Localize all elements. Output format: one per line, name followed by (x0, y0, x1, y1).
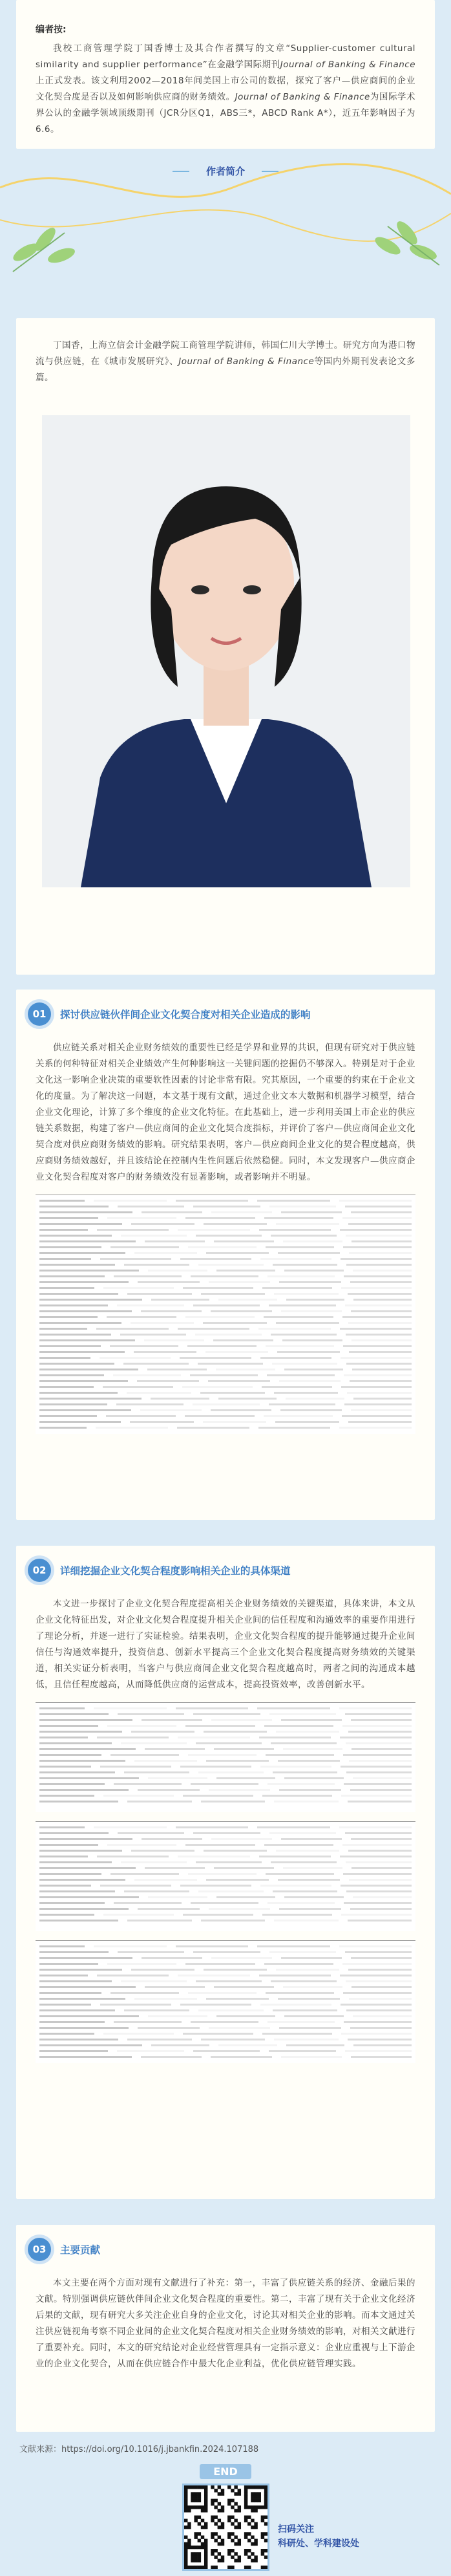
section-title: 探讨供应链伙伴间企业文化契合度对相关企业造成的影响 (60, 1009, 311, 1021)
section-text: 本文进一步探讨了企业文化契合程度提高相关企业财务绩效的关键渠道，具体来讲，本文从企业文化特征出发，对企业文化契合程度提升相关企业间的信任程度和沟通效率的重要作用进行了理论分析，并逐一进行了实证检验。结果表明，企业文化契合程度的提升能够通过提升企业间信任与沟通效率提升，投资信息、创新水平提高三个企业文化契合程度提高财务绩效的关键渠道，相关实证分析表明，当客户与供应商间企业文化契合程度越高时，两者之间的沟通成本越低，且信任程度越高，从而降低供应商的运营成本，提高投资效率，改善创新水平。 (36, 1599, 415, 1690)
qr-code-icon (184, 2485, 267, 2569)
table-row (39, 1781, 412, 1787)
end-badge: END (200, 2464, 251, 2479)
table-row (39, 1705, 412, 1711)
table-row (39, 1250, 412, 1256)
table-row (39, 2031, 412, 2037)
table-row (39, 1848, 412, 1854)
table-row (39, 1973, 412, 1978)
table-row (39, 2002, 412, 2008)
table-row (39, 1390, 412, 1396)
table-row (39, 2025, 412, 2031)
table-row (39, 1996, 412, 2002)
table-row (39, 1752, 412, 1758)
table-row (39, 1215, 412, 1221)
table-row (39, 1326, 412, 1332)
regression-table-figure (36, 1195, 415, 1434)
table-row (39, 1900, 412, 1906)
section-number: 01 (28, 1002, 51, 1026)
qr-code[interactable] (182, 2484, 269, 2571)
table-row (39, 1233, 412, 1239)
table-row (39, 1413, 412, 1419)
table-row (39, 1943, 412, 1949)
section-header (28, 2238, 100, 2261)
table-row (39, 2054, 412, 2060)
table-row (39, 1419, 412, 1425)
table-row (39, 1209, 412, 1215)
table-row (39, 1384, 412, 1390)
table-row (39, 1787, 412, 1793)
table-row (39, 1830, 412, 1836)
table-row (39, 1320, 412, 1326)
table-row (39, 1268, 412, 1273)
table-row (39, 1906, 412, 1912)
regression-table-figure (36, 1821, 415, 1931)
table-row (39, 1425, 412, 1431)
table-row (39, 1961, 412, 1967)
author-photo (42, 415, 410, 887)
table-row (39, 1361, 412, 1367)
table-row (39, 1984, 412, 1990)
scan-label: 扫码关注 (278, 2524, 314, 2535)
table-row (39, 1396, 412, 1402)
table-row (39, 1967, 412, 1973)
table-row (39, 2013, 412, 2019)
source-link[interactable]: https://doi.org/10.1016/j.jbankfin.2024.107188 (61, 2445, 259, 2454)
reference-source (19, 2442, 258, 2454)
section-card-3 (16, 2225, 435, 2432)
table-row (39, 1262, 412, 1268)
table-row (39, 1308, 412, 1314)
table-row (39, 1735, 412, 1740)
table-row (39, 1285, 412, 1291)
section-body (36, 1040, 415, 1434)
table-row (39, 1918, 412, 1923)
author-card (16, 318, 435, 975)
table-row (39, 1227, 412, 1233)
regression-table-figure (36, 1940, 415, 2063)
editor-note-part: 我校工商管理学院丁国香博士及其合作者撰写的文章“Supplier-customer cultural similarity and supplier performance”在金融学国际期刊 (36, 43, 415, 70)
table-row (39, 1367, 412, 1372)
table-row (39, 1717, 412, 1723)
section-number: 03 (28, 2238, 51, 2261)
author-intro-title: 作者简介 (193, 163, 258, 180)
section-card-1 (16, 990, 435, 1520)
table-row (39, 1764, 412, 1770)
table-row (39, 1883, 412, 1889)
table-row (39, 1343, 412, 1349)
table-row (39, 1889, 412, 1894)
section-number: 02 (28, 1559, 51, 1582)
table-row (39, 2048, 412, 2054)
table-row (39, 1291, 412, 1297)
table-row (39, 1407, 412, 1413)
table-row (39, 1314, 412, 1320)
table-row (39, 1337, 412, 1343)
table-row (39, 1349, 412, 1355)
table-row (39, 1239, 412, 1244)
table-row (39, 1912, 412, 1918)
table-row (39, 1355, 412, 1361)
section-text: 供应链关系对相关企业财务绩效的重要性已经是学界和业界的共识，但现有研究对于供应链关系的何种特征对相关企业绩效产生何种影响这一关键问题的挖掘仍不够深入。特别是对于企业文化这一影响企业决策的重要软性因素的讨论非常有限。究其原因，一个重要的约束在于企业文化的度量。为了解决这一问题，本文基于现有文献，通过企业文本大数据和机器学习模型，结合企业文化理论，计算了多个维度的企业文化特征。在此基础上，进一步利用美国上市企业的供应链关系数据，构建了客户—供应商间的企业文化契合度指标，并评价了客户—供应商间企业文化契合度对供应商财务绩效的影响。研究结果表明，客户—供应商间企业文化的契合程度越高，供应商财务绩效越好，并且该结论在控制内生性问题后依然稳健。同时，本文发现客户—供应商企业文化契合程度对客户的财务绩效没有显著影响，或者影响并不明显。 (36, 1043, 415, 1182)
table-row (39, 1955, 412, 1961)
table-row (39, 1279, 412, 1285)
table-row (39, 1273, 412, 1279)
table-row (39, 1372, 412, 1378)
source-label: 文献来源： (19, 2445, 62, 2454)
slogan-label: 科研处、学科建设处 (278, 2538, 359, 2549)
author-bio-part: 等国内外期刊发表论文多篇。 (36, 356, 416, 383)
author-bio-part: 丁国香，上海立信会计金融学院工商管理学院讲师，韩国仁川大学博士。研究方向为港口物流与供应链，在《城市发展研究》、 (36, 340, 415, 367)
table-row (39, 1758, 412, 1764)
table-row (39, 1256, 412, 1262)
table-row (39, 1894, 412, 1900)
editor-label: 编者按: (36, 25, 67, 35)
table-row (39, 1877, 412, 1883)
table-row (39, 1332, 412, 1337)
table-row (39, 1204, 412, 1209)
table-row (39, 1978, 412, 1984)
table-row (39, 1221, 412, 1227)
table-row (39, 1740, 412, 1746)
table-row (39, 1859, 412, 1865)
section-card-2 (16, 1546, 435, 2199)
table-row (39, 1198, 412, 1204)
table-row (39, 1770, 412, 1775)
editor-note-card (16, 0, 435, 149)
table-row (39, 1297, 412, 1303)
table-row (39, 1854, 412, 1859)
section-banner (0, 149, 451, 291)
editor-note-text (36, 41, 415, 138)
author-bio (36, 338, 415, 386)
portrait-icon (42, 415, 410, 887)
table-row (39, 1746, 412, 1752)
table-row (39, 1865, 412, 1871)
table-row (39, 2008, 412, 2013)
table-row (39, 1723, 412, 1729)
section-body (36, 1596, 415, 2063)
table-row (39, 1949, 412, 1955)
table-row (39, 1842, 412, 1848)
editor-note-part: 上正式发表。该文利用2002—2018年间美国上市公司的数据，探究了客户—供应商间的企业文化契合度是否以及如何影响供应商的财务绩效。 (36, 76, 415, 102)
journal-name: Journal of Banking & Finance (280, 60, 416, 70)
journal-name: Journal of Banking & Finance (178, 356, 315, 367)
table-row (39, 1990, 412, 1996)
table-row (39, 1244, 412, 1250)
section-title: 详细挖掘企业文化契合程度影响相关企业的具体渠道 (60, 1565, 291, 1577)
section-header (28, 1002, 311, 1026)
journal-name: Journal of Banking & Finance (235, 92, 370, 102)
author-bio-text (36, 338, 415, 386)
table-row (39, 2042, 412, 2048)
table-row (39, 1303, 412, 1308)
table-row (39, 1871, 412, 1877)
table-row (39, 1402, 412, 1407)
table-row (39, 1775, 412, 1781)
section-text: 本文主要在两个方面对现有文献进行了补充：第一，丰富了供应链关系的经济、金融后果的文献。特别强调供应链伙伴间企业文化契合程度的重要性。第二，丰富了现有关于企业文化经济后果的文献，现有研究大多关注企业自身的企业文化，讨论其对相关企业的影响。而本文通过关注供应链视角考察不同企业间的企业文化契合程度对相关企业财务绩效的影响，对相关文献进行了重要补充。同时，本文的研究结论对企业经营管理具有一定指示意义：企业应重视与上下游企业的企业文化契合，从而在供应链合作中最大化企业利益，优化供应链管理实践。 (36, 2278, 415, 2369)
table-row (39, 1729, 412, 1735)
table-row (39, 2037, 412, 2042)
section-body (36, 2275, 415, 2372)
editor-note-part: 为国际学术界公认的金融学领域顶级期刊（JCR分区Q1，ABS三*，ABCD Rank A*），近五年影响因子为6.6。 (36, 92, 416, 135)
table-row (39, 1799, 412, 1804)
section-title: 主要贡献 (60, 2244, 101, 2256)
table-row (39, 2019, 412, 2025)
table-row (39, 1836, 412, 1842)
table-row (39, 1378, 412, 1384)
table-row (39, 1711, 412, 1717)
table-row (39, 1793, 412, 1799)
regression-table-figure (36, 1702, 415, 1812)
section-header (28, 1559, 291, 1582)
table-row (39, 1824, 412, 1830)
